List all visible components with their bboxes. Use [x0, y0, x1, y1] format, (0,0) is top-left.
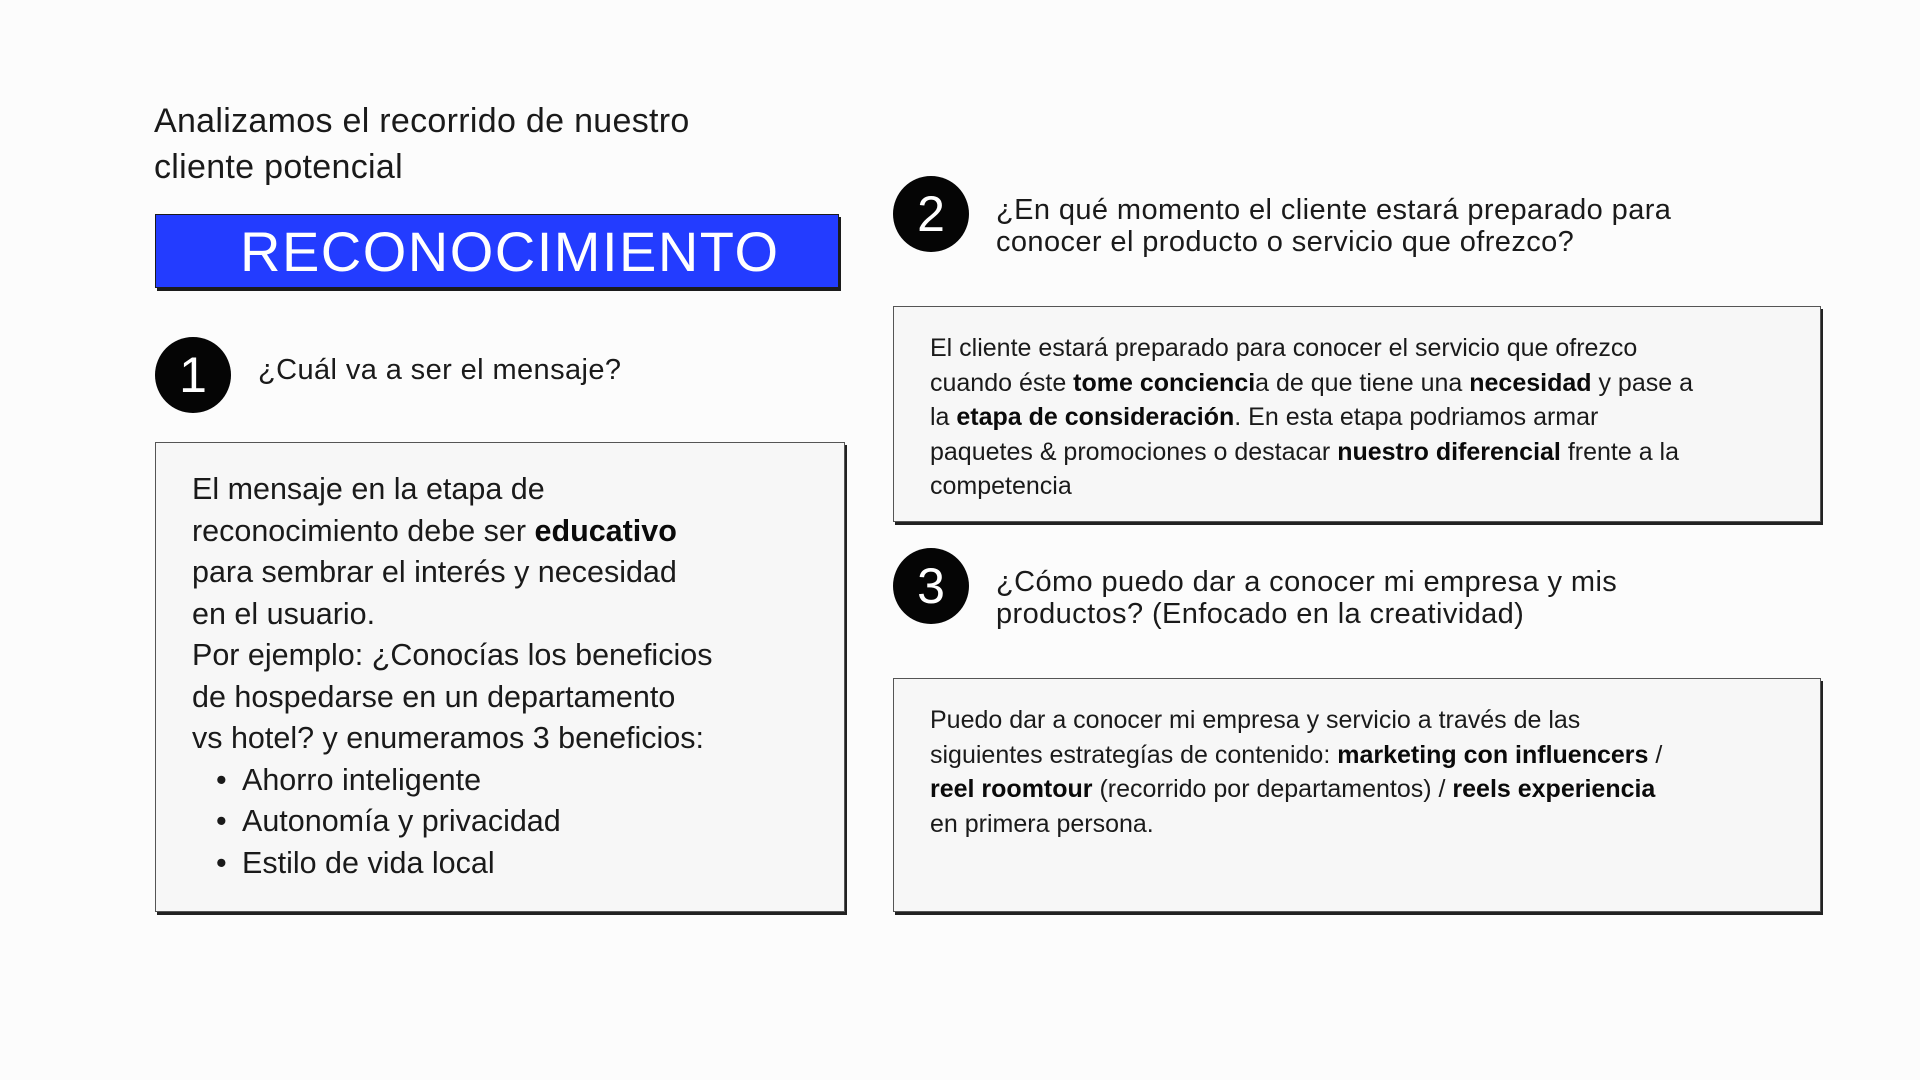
benefit-item: • Estilo de vida local — [242, 843, 772, 885]
text-line: Por ejemplo: ¿Conocías los beneficios — [192, 638, 713, 672]
step-3-answer-text — [930, 703, 1800, 841]
text-line: reconocimiento debe ser educativo — [192, 513, 677, 548]
text-line: vs hotel? y enumeramos 3 beneficios: — [192, 721, 704, 755]
text-line: de hospedarse en un departamento — [192, 679, 676, 714]
step-2-number-badge: 2 — [893, 176, 969, 252]
text-line: la etapa de consideración. En esta etapa podriamos armar — [930, 403, 1599, 431]
emphasis-text: reel roomtour — [930, 775, 1093, 803]
emphasis-text: tome concienci — [1073, 368, 1256, 397]
emphasis-text: marketing con influencers — [1337, 740, 1649, 769]
step-1-answer-lines — [192, 469, 772, 760]
emphasis-text: etapa de consideración — [956, 403, 1235, 431]
step-3-number-badge: 3 — [893, 548, 969, 624]
text-line: Puedo dar a conocer mi empresa y servicio a través de las — [930, 706, 1581, 734]
intro-line-2: cliente potencial — [154, 148, 403, 186]
text-line: siguientes estrategías de contenido: marketing con influencers / — [930, 740, 1663, 769]
stage-banner: RECONOCIMIENTO — [155, 214, 839, 288]
benefit-item: • Ahorro inteligente — [242, 760, 772, 802]
text-line: El cliente estará preparado para conocer el servicio que ofrezco — [930, 334, 1638, 362]
bullet-dot-icon: • — [216, 762, 227, 797]
step-2-answer-text — [930, 331, 1800, 504]
step-1-question: ¿Cuál va a ser el mensaje? — [258, 354, 622, 386]
text-line: paquetes & promociones o destacar nuestro diferencial frente a la — [930, 437, 1680, 466]
emphasis-text: reels experiencia — [1452, 775, 1656, 803]
step-1-number-badge: 1 — [155, 337, 231, 413]
bullet-dot-icon: • — [216, 845, 227, 880]
emphasis-text: necesidad — [1469, 368, 1592, 397]
text-line: cuando éste tome conciencia de que tiene una necesidad y pase a — [930, 368, 1693, 397]
text-line: competencia — [930, 472, 1072, 500]
step-1-answer-text — [192, 469, 772, 884]
benefit-item: • Autonomía y privacidad — [242, 801, 772, 843]
text-line: El mensaje en la etapa de — [192, 472, 545, 506]
text-line: para sembrar el interés y necesidad — [192, 555, 677, 589]
text-line: en primera persona. — [930, 809, 1154, 838]
step-2-question: ¿En qué momento el cliente estará preparado para conocer el producto o servicio que ofrezco? — [996, 194, 1672, 258]
text-line: reel roomtour (recorrido por departamentos) / reels experiencia — [930, 775, 1656, 803]
step-1-answer-card — [155, 442, 845, 912]
emphasis-text: educativo — [534, 513, 677, 548]
step-3-question: ¿Cómo puedo dar a conocer mi empresa y mis productos? (Enfocado en la creatividad) — [996, 566, 1618, 630]
intro-heading — [154, 98, 854, 190]
emphasis-text: nuestro diferencial — [1337, 437, 1561, 466]
bullet-dot-icon: • — [216, 804, 227, 838]
step-3-answer-card — [893, 678, 1821, 912]
text-line: en el usuario. — [192, 596, 376, 631]
intro-line-1: Analizamos el recorrido de nuestro — [154, 102, 690, 140]
step-2-answer-card — [893, 306, 1821, 522]
benefits-list — [192, 760, 772, 885]
